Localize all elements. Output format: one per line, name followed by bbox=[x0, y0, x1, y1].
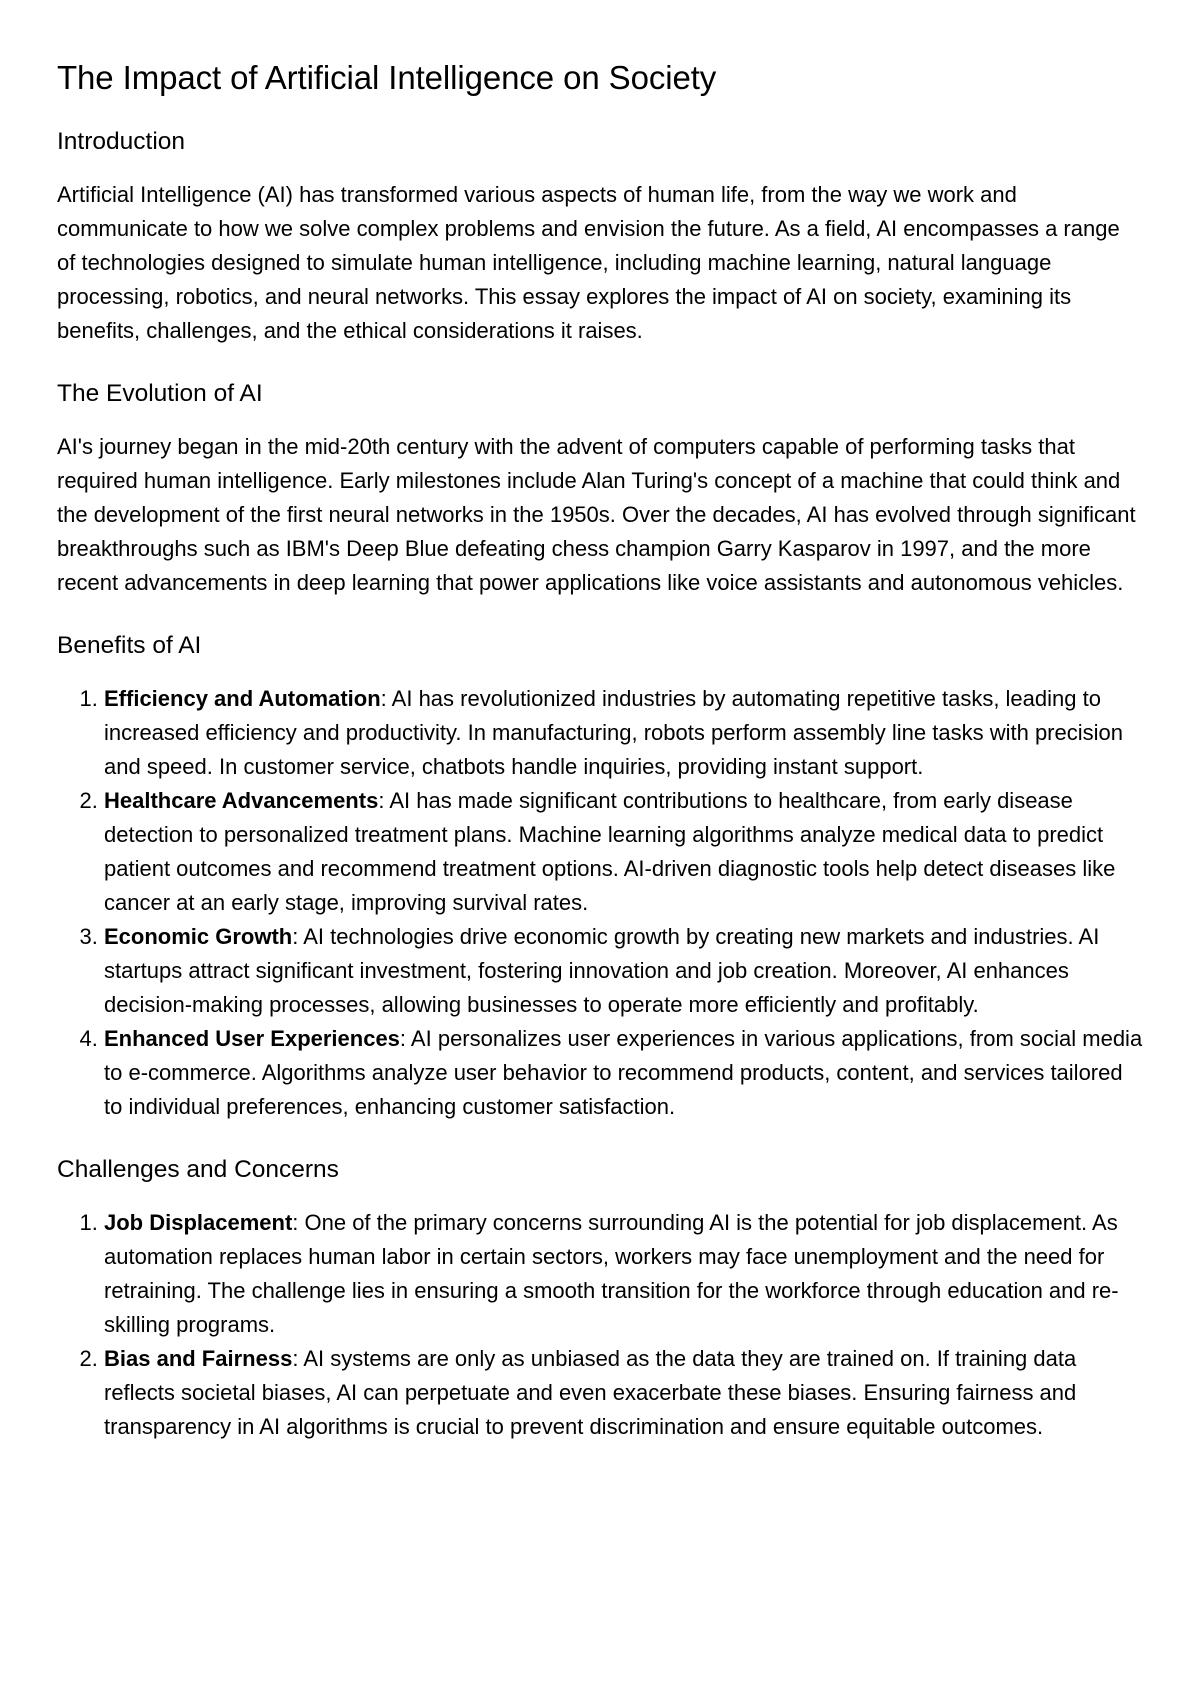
list-item-term: Bias and Fairness bbox=[104, 1346, 293, 1371]
list-item-text: : AI technologies drive economic growth by creating new markets and industries. AI startups attract significant investment, fostering innovation and job creation. Moreover, AI enhances decision-making processes, allowing businesses to operate more efficiently and profitably. bbox=[104, 924, 1100, 1017]
list-item bbox=[104, 1022, 1144, 1124]
list-item-term: Efficiency and Automation bbox=[104, 686, 381, 711]
list-item-text: : AI personalizes user experiences in various applications, from social media to e-commerce. Algorithms analyze user behavior to recommend products, content, and services tailored to individual preferences, enhancing customer satisfaction. bbox=[104, 1026, 1143, 1119]
challenges-list bbox=[57, 1206, 1144, 1444]
list-item-term: Healthcare Advancements bbox=[104, 788, 379, 813]
list-item bbox=[104, 1206, 1144, 1342]
list-item-term: Job Displacement bbox=[104, 1210, 293, 1235]
list-item-text: : AI has made significant contributions to healthcare, from early disease detection to personalized treatment plans. Machine learning algorithms analyze medical data to predict patient outcomes and recommend treatment options. AI-driven diagnostic tools help detect diseases like cancer at an early stage, improving survival rates. bbox=[104, 788, 1116, 915]
list-item-text: : AI has revolutionized industries by automating repetitive tasks, leading to increased efficiency and productivity. In manufacturing, robots perform assembly line tasks with precision and speed. In customer service, chatbots handle inquiries, providing instant support. bbox=[104, 686, 1123, 779]
benefits-heading: Benefits of AI bbox=[57, 632, 202, 659]
benefits-list bbox=[57, 682, 1144, 1124]
list-item-text: : One of the primary concerns surrounding AI is the potential for job displacement. As automation replaces human labor in certain sectors, workers may face unemployment and the need for retraining. The challenge lies in ensuring a smooth transition for the workforce through education and re-skilling programs. bbox=[104, 1210, 1119, 1337]
challenges-heading: Challenges and Concerns bbox=[57, 1156, 339, 1183]
list-item bbox=[104, 784, 1144, 920]
evolution-heading: The Evolution of AI bbox=[57, 380, 263, 407]
list-item bbox=[104, 682, 1144, 784]
evolution-paragraph: AI's journey began in the mid-20th century with the advent of computers capable of performing tasks that required human intelligence. Early milestones include Alan Turing's concept of a machine that could think and the development of the first neural networks in the 1950s. Over the decades, AI has evolved through significant breakthroughs such as IBM's Deep Blue defeating chess champion Garry Kasparov in 1997, and the more recent advancements in deep learning that power applications like voice assistants and autonomous vehicles. bbox=[57, 434, 1136, 595]
list-item-text: : AI systems are only as unbiased as the data they are trained on. If training data reflects societal biases, AI can perpetuate and even exacerbate these biases. Ensuring fairness and transparency in AI algorithms is crucial to prevent discrimination and ensure equitable outcomes. bbox=[104, 1346, 1077, 1439]
list-item bbox=[104, 920, 1144, 1022]
document-title: The Impact of Artificial Intelligence on Society bbox=[57, 59, 717, 96]
list-item bbox=[104, 1342, 1144, 1444]
list-item-term: Economic Growth bbox=[104, 924, 293, 949]
list-item-term: Enhanced User Experiences bbox=[104, 1026, 400, 1051]
introduction-heading: Introduction bbox=[57, 128, 186, 155]
introduction-paragraph: Artificial Intelligence (AI) has transformed various aspects of human life, from the way we work and communicate to how we solve complex problems and envision the future. As a field, AI encompasses a range of technologies designed to simulate human intelligence, including machine learning, natural language processing, robotics, and neural networks. This essay explores the impact of AI on society, examining its benefits, challenges, and the ethical considerations it raises. bbox=[57, 182, 1120, 343]
